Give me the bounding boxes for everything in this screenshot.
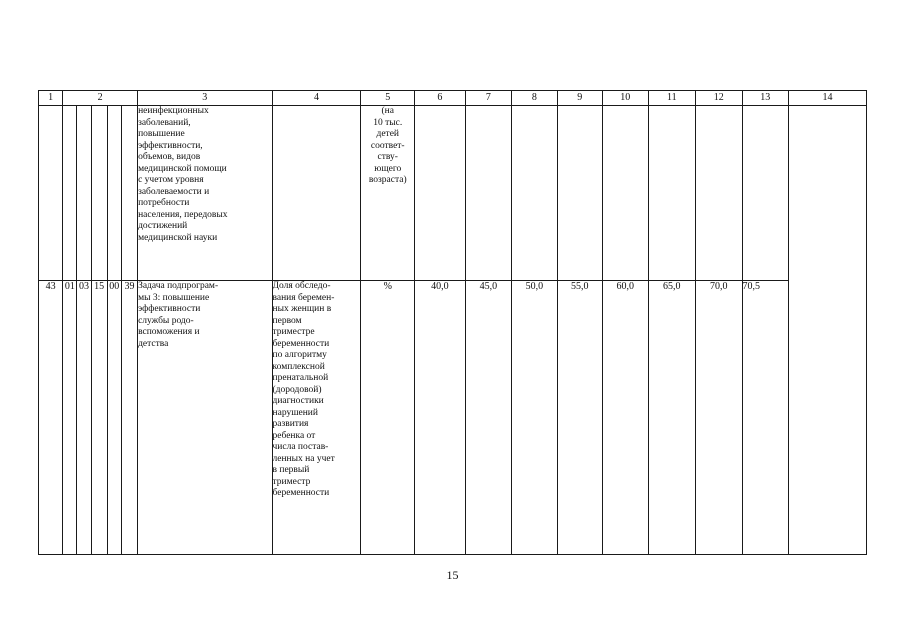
text-line: (на [381,106,394,116]
header-cell: 4 [272,91,361,106]
text-line: вания беремен- [272,292,335,303]
text-line: триместр [272,476,311,487]
text-line: эффективности [138,304,201,314]
code-cell: 15 [91,281,107,555]
text-line: Доля обследо- [272,281,331,291]
text-line: первом [272,315,302,326]
table-row [39,106,867,281]
value-cell: 50,0 [512,281,557,555]
header-cell: 3 [138,91,272,106]
row-number-cell: 43 [39,281,63,555]
text-line: соответ- [370,140,405,151]
value-cell: 40,0 [415,281,466,555]
header-row [39,91,867,106]
text-line: ленных на учет [272,453,335,464]
header-cell: 6 [415,91,466,106]
text-line: населения, передовых [138,209,228,220]
table-cell [557,106,602,281]
header-cell: 5 [361,91,415,106]
text-line: достижений [138,221,188,231]
text-line: ющего [374,163,402,174]
text-line: заболеваний, [138,117,191,128]
value-cell: 65,0 [648,281,696,555]
value-cell: 70,5 [742,281,789,555]
code-cell: 03 [77,281,91,555]
task-description-cell [138,106,272,281]
table-cell [742,106,789,281]
text-line: эффективности, [138,140,203,151]
header-cell: 1 [39,91,63,106]
text-line: (дородовой) [272,384,322,395]
table-cell [91,106,107,281]
text-line: медицинской помощи [138,163,227,174]
text-line: заболеваемости и [138,186,210,197]
text-line: 10 тыс. [373,117,403,128]
text-line: объемов, видов [138,152,201,162]
text-line: повышение [138,129,185,139]
text-line: с учетом уровня [138,175,204,185]
header-cell: 12 [696,91,743,106]
indicator-name-cell [272,281,361,555]
header-cell: 13 [742,91,789,106]
table-cell [39,106,63,281]
text-line: по алгоритму [272,350,327,360]
header-cell: 11 [648,91,696,106]
text-line: комплексной [272,361,325,372]
table-cell [603,106,648,281]
table-row [39,281,867,555]
table-cell [696,106,743,281]
table-cell [512,106,557,281]
text-line: потребности [138,198,190,208]
table-cell [77,106,91,281]
table-cell [63,106,77,281]
value-cell: 45,0 [465,281,512,555]
code-cell: 00 [107,281,121,555]
value-cell: 60,0 [603,281,648,555]
text-line: медицинской науки [138,232,218,243]
header-cell: 9 [557,91,602,106]
text-line: Задача подпрограм- [138,281,219,291]
text-line: диагностики [272,396,324,406]
text-line: развития [272,419,309,429]
text-line: беременности [272,488,330,498]
text-line: неинфекционных [138,106,209,116]
table-cell [789,106,867,555]
text-line: беременности [272,338,330,349]
text-line: в первый [272,465,310,475]
table-cell [465,106,512,281]
header-cell: 7 [465,91,512,106]
table-cell [648,106,696,281]
value-cell: 55,0 [557,281,602,555]
text-line: числа постав- [272,442,329,452]
table-cell [107,106,121,281]
text-line: триместре [272,327,315,337]
text-line: вспоможения и [138,327,200,337]
text-line: возраста) [368,175,407,185]
task-description-cell [138,281,272,555]
code-cell: 39 [121,281,137,555]
table-cell [415,106,466,281]
code-cell: 01 [63,281,77,555]
unit-cell: % [361,281,415,555]
text-line: нарушений [272,407,318,418]
text-line: детей [376,129,400,139]
indicator-table [38,90,867,555]
text-line: ных женщин в [272,304,332,314]
header-cell: 2 [63,91,138,106]
text-line: детства [138,338,169,349]
unit-cell [361,106,415,281]
header-cell: 14 [789,91,867,106]
page-number: 15 [446,568,459,582]
table-cell [272,106,361,281]
header-cell: 10 [603,91,648,106]
text-line: ству- [377,152,398,162]
text-line: пренатальной [272,373,329,383]
value-cell: 70,0 [696,281,743,555]
table-cell [121,106,137,281]
text-line: мы 3: повышение [138,292,210,303]
header-cell: 8 [512,91,557,106]
text-line: службы родо- [138,315,194,326]
text-line: ребенка от [272,430,316,441]
